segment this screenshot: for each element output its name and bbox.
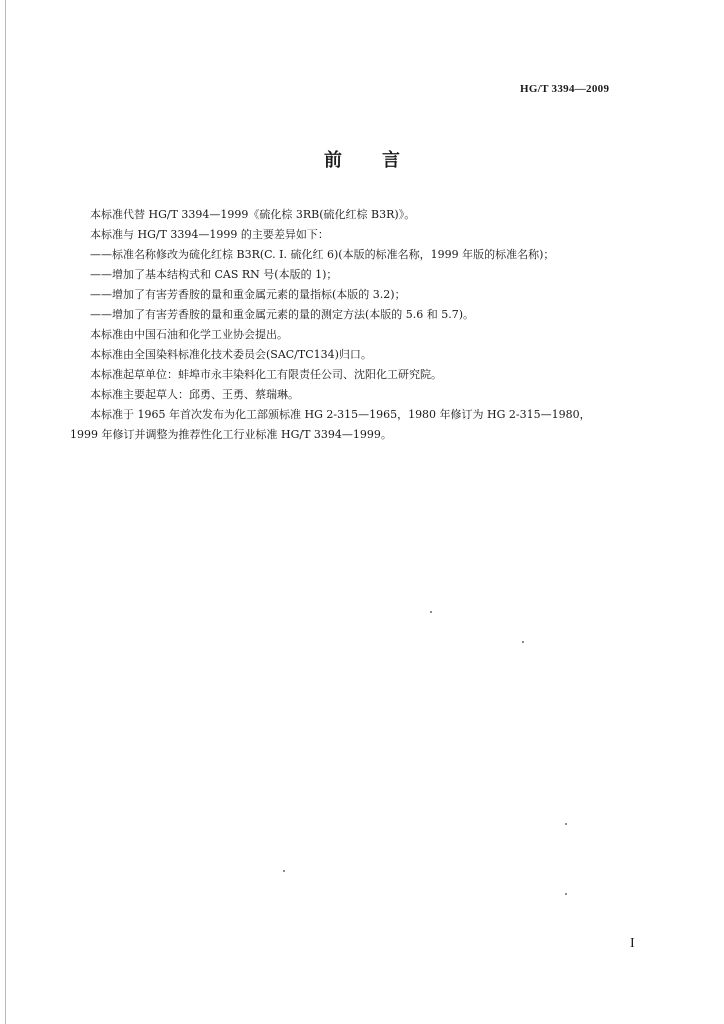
body-line: 本标准起草单位：蚌埠市永丰染料化工有限责任公司、沈阳化工研究院。 xyxy=(90,368,442,381)
scan-speck xyxy=(430,611,432,613)
body-line: ——标准名称修改为硫化红棕 B3R(C. I. 硫化红 6)(本版的标准名称，1999 年版的标准名称)； xyxy=(90,248,555,261)
scan-speck xyxy=(565,823,567,825)
body-line: 本标准代替 HG/T 3394—1999《硫化棕 3RB(硫化红棕 B3R)》。 xyxy=(90,208,416,221)
body-line: 本标准主要起草人：邱勇、王勇、蔡瑞琳。 xyxy=(90,388,299,401)
body-line: 本标准由全国染料标准化技术委员会(SAC/TC134)归口。 xyxy=(90,348,372,361)
body-line: ——增加了基本结构式和 CAS RN 号(本版的 1)； xyxy=(90,268,338,281)
body-line: 本标准由中国石油和化学工业协会提出。 xyxy=(90,328,288,341)
page-title: 前言 xyxy=(324,150,440,171)
scan-speck xyxy=(283,870,285,872)
scan-speck xyxy=(522,641,524,643)
body-line: 本标准与 HG/T 3394—1999 的主要差异如下： xyxy=(90,228,329,241)
scan-speck xyxy=(565,893,567,895)
body-line: 1999 年修订并调整为推荐性化工行业标准 HG/T 3394—1999。 xyxy=(70,428,392,441)
page-number: I xyxy=(630,936,635,951)
body-line: ——增加了有害芳香胺的量和重金属元素的量的测定方法(本版的 5.6 和 5.7)。 xyxy=(90,308,475,321)
body-line: ——增加了有害芳香胺的量和重金属元素的量指标(本版的 3.2)； xyxy=(90,288,406,301)
body-line: 本标准于 1965 年首次发布为化工部颁标准 HG 2-315—1965，1980 年修订为 HG 2-315—1980， xyxy=(90,408,591,421)
standard-number: HG/T 3394—2009 xyxy=(520,83,610,95)
